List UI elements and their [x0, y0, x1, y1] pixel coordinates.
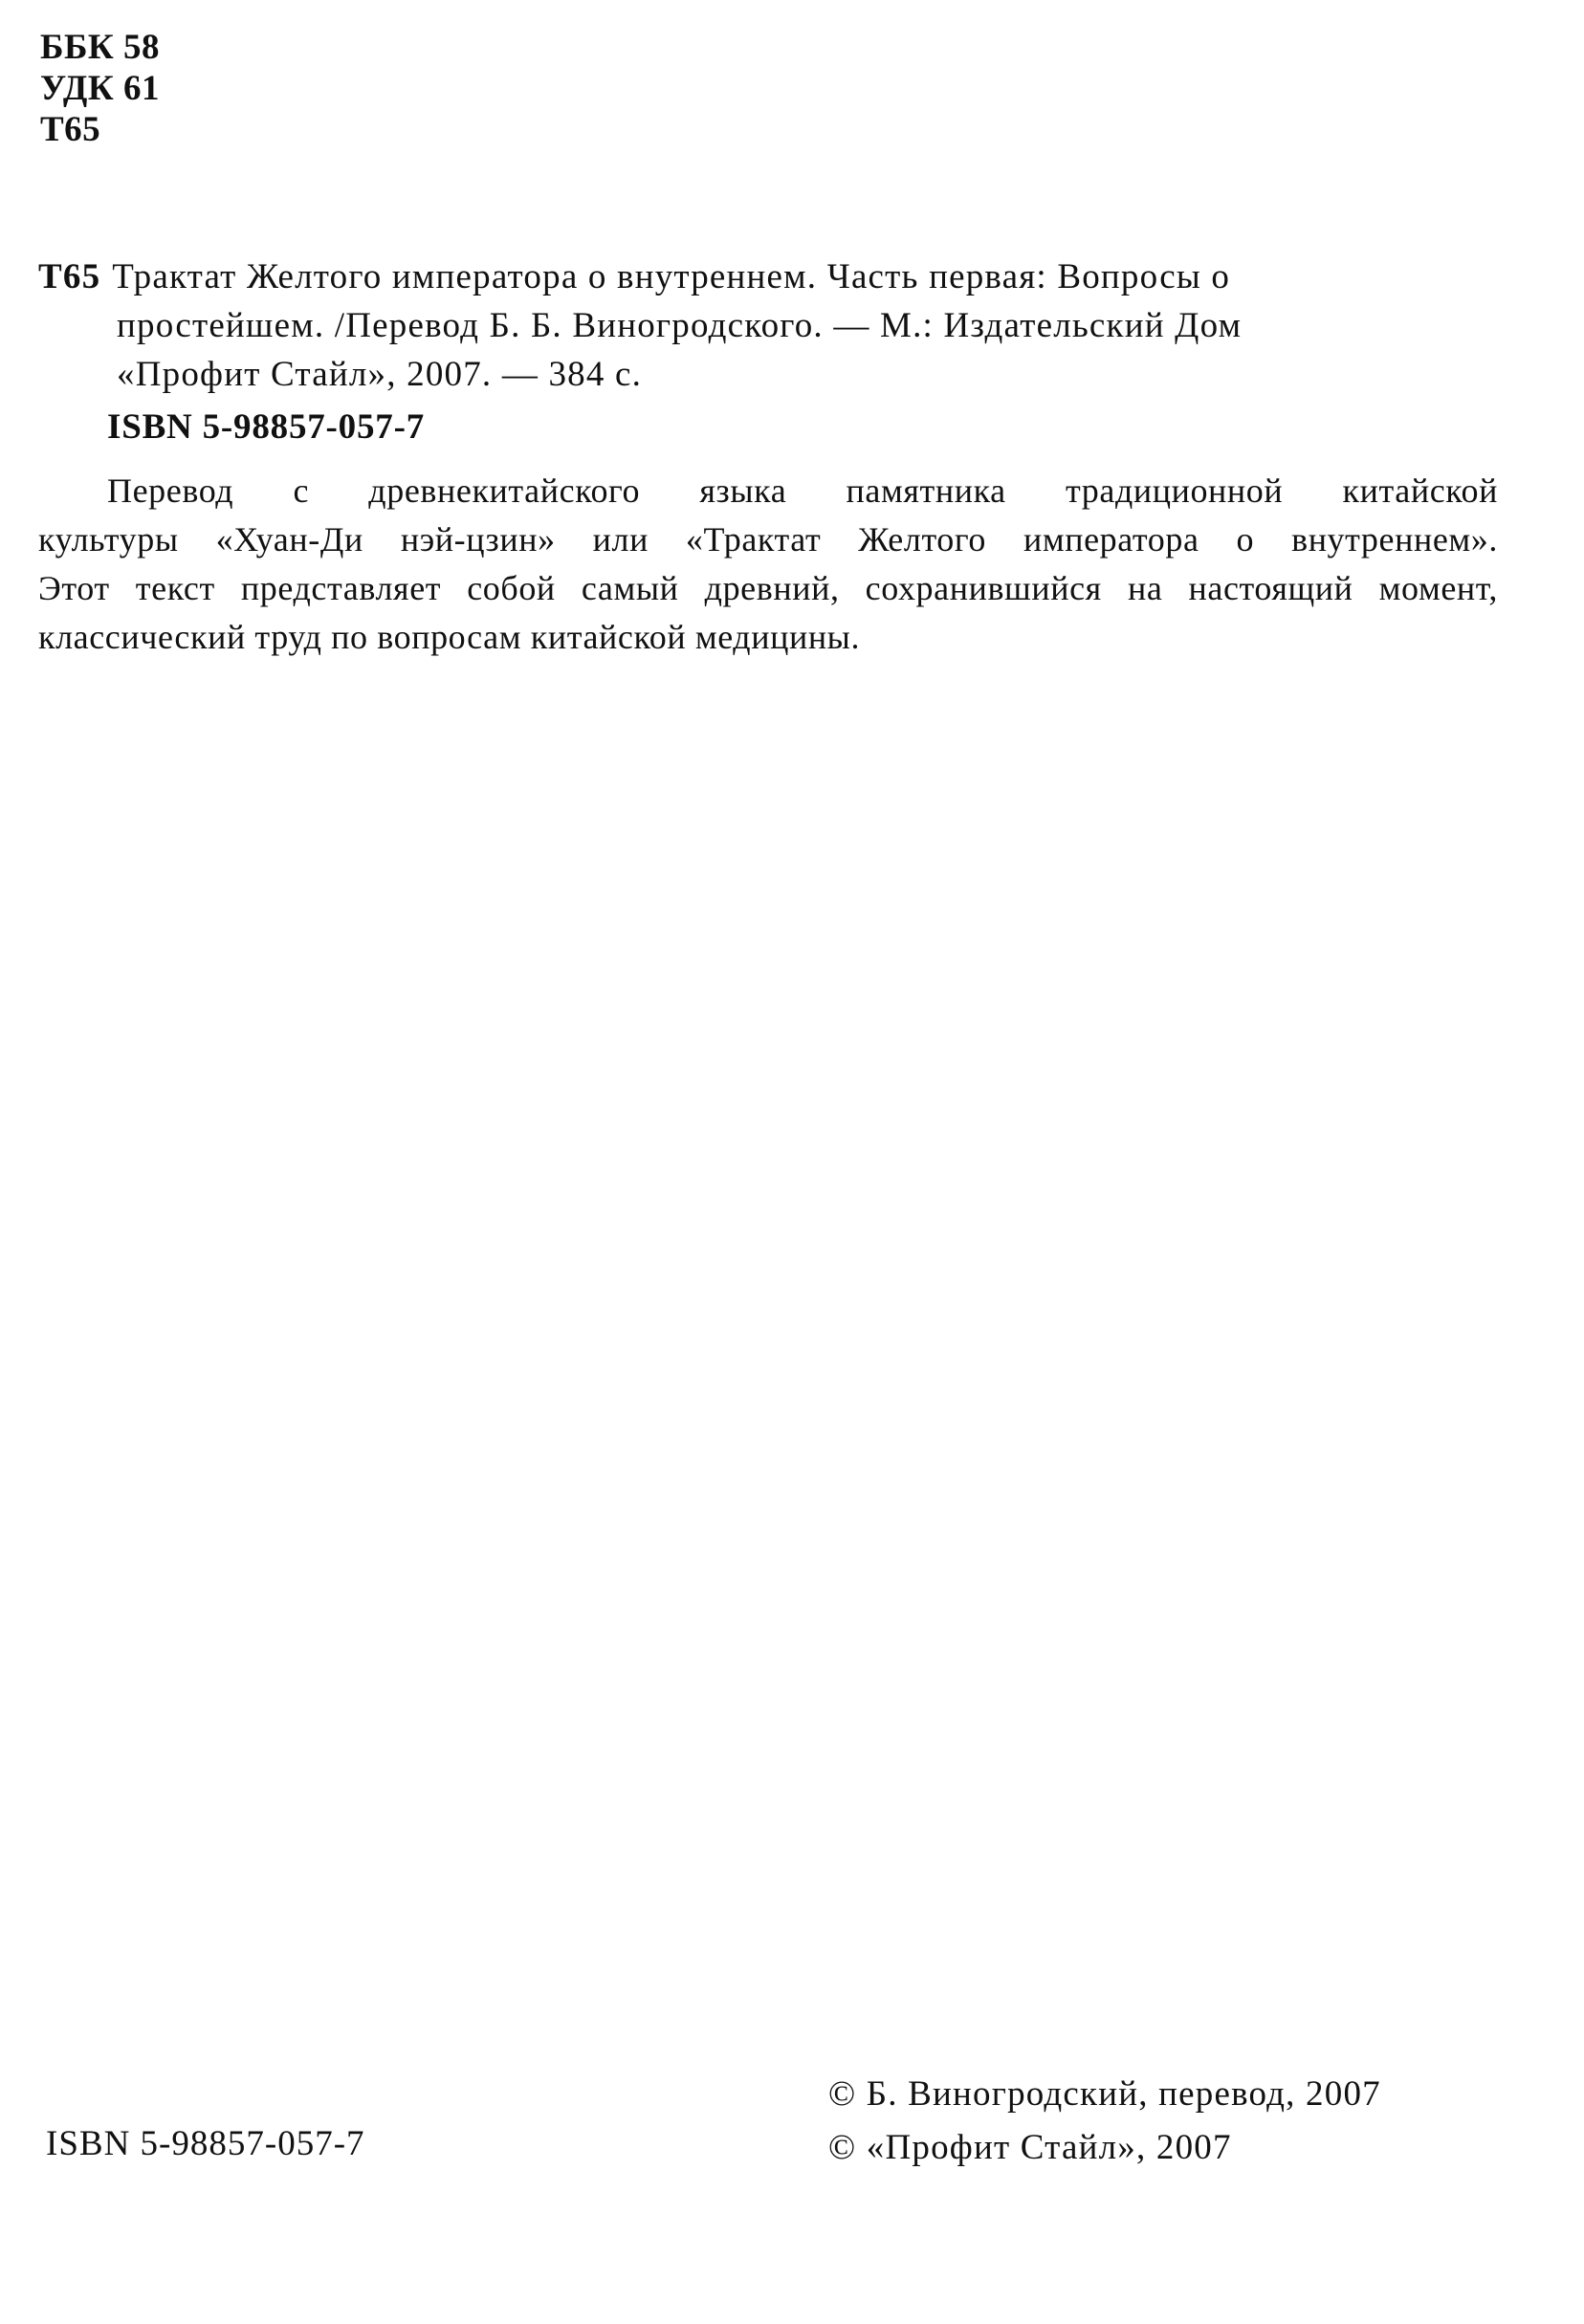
- copyright-translation: © Б. Виногродский, перевод, 2007: [828, 2074, 1381, 2114]
- biblio-line-2: простейшем. /Перевод Б. Б. Виногродского. — М.: Издательский Дом: [117, 306, 1243, 345]
- biblio-author-code: Т65: [38, 257, 101, 296]
- bbk-code: ББК 58: [40, 28, 161, 67]
- copyright-block: [828, 2068, 1381, 2175]
- annotation-line: Перевод с древнекитайского языка памятника традиционной китайской: [107, 471, 1498, 510]
- bibliographic-record: [38, 252, 1511, 451]
- copyright-publisher: © «Профит Стайл», 2007: [828, 2128, 1232, 2167]
- biblio-isbn: ISBN 5-98857-057-7: [107, 407, 425, 447]
- annotation-paragraph: [38, 467, 1498, 662]
- annotation-line: классический труд по вопросам китайской медицины.: [38, 618, 861, 656]
- author-sign-code: Т65: [40, 110, 101, 149]
- biblio-line-1: [38, 252, 1511, 301]
- biblio-line-3: «Профит Стайл», 2007. — 384 с.: [117, 355, 643, 394]
- biblio-title-text: Трактат Желтого императора о внутреннем. Часть первая: Вопросы о: [112, 257, 1231, 296]
- annotation-line: Этот текст представляет собой самый древний, сохранившийся на настоящий момент,: [38, 569, 1498, 607]
- annotation-line: культуры «Хуан-Ди нэй-цзин» или «Трактат Желтого императора о внутреннем».: [38, 520, 1498, 559]
- footer-isbn: ISBN 5-98857-057-7: [46, 2124, 365, 2163]
- udk-code: УДК 61: [40, 69, 160, 108]
- classification-codes: [40, 27, 160, 150]
